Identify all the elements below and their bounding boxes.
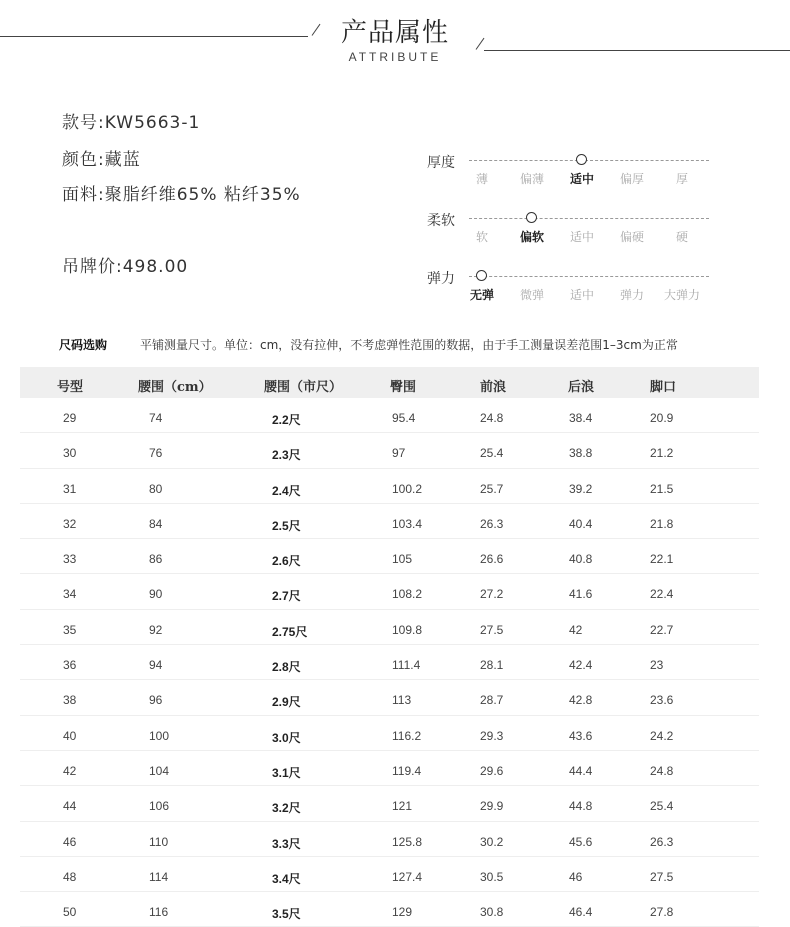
cell-back-rise: 44.8	[569, 799, 593, 814]
cell-back-rise: 45.6	[569, 834, 593, 849]
table-body	[20, 398, 759, 927]
cell-waist-chi: 2.5尺	[272, 518, 301, 533]
cell-back-rise: 39.2	[569, 481, 593, 496]
cell-waist-cm: 106	[149, 799, 170, 814]
cell-back-rise: 40.8	[569, 552, 593, 567]
cell-front-rise: 25.4	[480, 446, 504, 461]
cell-hip: 127.4	[392, 869, 423, 884]
table-row	[20, 433, 759, 468]
table-row	[20, 857, 759, 892]
cell-waist-cm: 74	[149, 411, 163, 425]
cell-waist-cm: 80	[149, 481, 163, 496]
table-row	[20, 680, 759, 715]
cell-leg-opening: 21.2	[650, 446, 674, 461]
cell-hip: 97	[392, 446, 406, 461]
table-row	[20, 574, 759, 609]
cell-waist-cm: 110	[149, 834, 169, 849]
cell-back-rise: 46	[569, 869, 583, 884]
cell-waist-chi: 2.75尺	[272, 624, 308, 639]
gauge-name: 弹力	[427, 271, 455, 287]
gauge-label: 适中	[569, 172, 594, 186]
cell-back-rise: 38.4	[569, 411, 593, 425]
cell-front-rise: 28.7	[480, 693, 504, 708]
gauge-line	[469, 276, 709, 277]
cell-size: 42	[63, 763, 77, 778]
cell-size: 30	[63, 446, 77, 461]
cell-waist-cm: 116	[149, 905, 169, 920]
size-table	[20, 367, 759, 927]
cell-back-rise: 44.4	[569, 763, 593, 778]
cell-waist-chi: 2.4尺	[272, 483, 301, 498]
table-row	[20, 751, 759, 786]
cell-hip: 125.8	[392, 834, 423, 849]
cell-front-rise: 30.8	[480, 905, 504, 920]
cell-leg-opening: 26.3	[650, 834, 674, 849]
gauge-label: 大弹力	[663, 288, 700, 302]
gauge-indicator-icon	[476, 270, 487, 281]
cell-leg-opening: 23.6	[650, 693, 674, 708]
table-row	[20, 504, 759, 539]
cell-leg-opening: 24.8	[650, 763, 674, 778]
table-row	[20, 398, 759, 433]
size-guide-title: 尺码选购	[59, 338, 108, 352]
cell-front-rise: 27.2	[480, 587, 504, 602]
cell-size: 40	[63, 728, 77, 743]
cell-waist-chi: 2.6尺	[272, 554, 301, 569]
cell-size: 34	[63, 587, 77, 602]
cell-front-rise: 25.7	[480, 481, 504, 496]
cell-waist-chi: 2.9尺	[272, 695, 301, 710]
cell-waist-chi: 2.3尺	[272, 448, 301, 463]
header-slash-left	[312, 24, 321, 36]
cell-waist-chi: 3.4尺	[272, 871, 301, 886]
cell-leg-opening: 27.5	[650, 869, 674, 884]
cell-size: 46	[63, 834, 77, 849]
table-row	[20, 822, 759, 857]
header-waist-cm: 腰围（cm）	[138, 380, 212, 395]
cell-waist-cm: 94	[149, 658, 163, 673]
cell-waist-cm: 90	[149, 587, 163, 602]
cell-hip: 111.4	[392, 658, 421, 673]
gauge-label: 偏软	[519, 230, 544, 244]
gauge-softness	[427, 210, 717, 250]
cell-waist-cm: 114	[149, 869, 169, 884]
cell-size: 36	[63, 658, 77, 673]
gauge-label: 软	[475, 230, 488, 244]
gauge-name: 柔软	[427, 213, 455, 229]
cell-hip: 95.4	[392, 411, 416, 425]
gauge-label: 弹力	[619, 288, 644, 302]
cell-waist-chi: 2.7尺	[272, 589, 301, 604]
cell-leg-opening: 21.5	[650, 481, 674, 496]
size-guide-note: 平铺测量尺寸。单位：cm，没有拉伸，不考虑弹性范围的数据，由于手工测量误差范围1–3cm为正常	[140, 338, 678, 352]
cell-leg-opening: 25.4	[650, 799, 674, 814]
gauge-indicator-icon	[576, 154, 587, 165]
cell-back-rise: 38.8	[569, 446, 593, 461]
cell-waist-cm: 100	[149, 728, 170, 743]
header-front-rise: 前浪	[480, 380, 507, 395]
cell-size: 50	[63, 905, 77, 920]
table-header	[20, 367, 759, 398]
style-number: 款号:KW5663-1	[62, 113, 201, 133]
header-rule-left	[0, 36, 308, 37]
fabric-info: 面料:聚脂纤维65% 粘纤35%	[62, 185, 301, 205]
cell-leg-opening: 27.8	[650, 905, 674, 920]
cell-waist-cm: 84	[149, 516, 163, 531]
cell-front-rise: 26.3	[480, 516, 504, 531]
cell-back-rise: 41.6	[569, 587, 593, 602]
cell-front-rise: 30.5	[480, 869, 504, 884]
page-title: 产品属性	[340, 18, 449, 48]
gauge-label: 无弹	[469, 288, 494, 302]
cell-leg-opening: 22.1	[650, 552, 674, 567]
cell-size: 44	[63, 799, 77, 814]
cell-hip: 108.2	[392, 587, 423, 602]
table-row	[20, 539, 759, 574]
cell-hip: 129	[392, 905, 413, 920]
cell-back-rise: 46.4	[569, 905, 593, 920]
gauge-name: 厚度	[427, 155, 455, 171]
cell-waist-cm: 96	[149, 693, 163, 708]
cell-front-rise: 28.1	[480, 658, 504, 673]
cell-waist-cm: 104	[149, 763, 170, 778]
gauge-line	[469, 218, 709, 219]
gauge-label: 偏厚	[619, 172, 644, 186]
table-row	[20, 469, 759, 504]
color-info: 颜色:藏蓝	[62, 150, 141, 170]
table-row	[20, 645, 759, 680]
page-subtitle: ATTRIBUTE	[348, 50, 442, 64]
cell-size: 32	[63, 516, 77, 531]
cell-waist-cm: 86	[149, 552, 163, 567]
header-waist-chi: 腰围（市尺）	[264, 380, 343, 395]
cell-back-rise: 42.4	[569, 658, 593, 673]
cell-leg-opening: 22.7	[650, 622, 674, 637]
cell-waist-chi: 3.5尺	[272, 907, 301, 922]
gauge-indicator-icon	[526, 212, 537, 223]
cell-front-rise: 30.2	[480, 834, 504, 849]
gauge-line	[469, 160, 709, 161]
cell-back-rise: 43.6	[569, 728, 593, 743]
cell-size: 48	[63, 869, 77, 884]
gauge-label: 偏硬	[619, 230, 644, 244]
gauge-label: 厚	[675, 172, 688, 186]
cell-hip: 113	[392, 693, 412, 708]
cell-waist-chi: 3.0尺	[272, 730, 301, 745]
cell-waist-chi: 3.2尺	[272, 801, 301, 816]
cell-hip: 121	[392, 799, 413, 814]
header-rule-right	[484, 50, 790, 51]
cell-back-rise: 42.8	[569, 693, 593, 708]
header-leg-opening: 脚口	[650, 380, 677, 395]
cell-size: 38	[63, 693, 77, 708]
cell-size: 31	[63, 481, 77, 496]
cell-waist-cm: 92	[149, 622, 163, 637]
cell-front-rise: 24.8	[480, 411, 504, 425]
cell-front-rise: 29.9	[480, 799, 504, 814]
cell-hip: 116.2	[392, 728, 422, 743]
header-back-rise: 后浪	[568, 380, 595, 395]
gauge-label: 微弹	[519, 288, 544, 302]
cell-waist-chi: 3.1尺	[272, 765, 301, 780]
gauge-thickness	[427, 152, 717, 192]
header-slash-right	[476, 38, 485, 50]
cell-leg-opening: 23	[650, 658, 664, 673]
table-row	[20, 716, 759, 751]
cell-hip: 100.2	[392, 481, 423, 496]
cell-hip: 109.8	[392, 622, 423, 637]
cell-leg-opening: 24.2	[650, 728, 674, 743]
gauge-elasticity	[427, 268, 717, 308]
attribute-header	[0, 0, 790, 80]
table-row	[20, 610, 759, 645]
cell-waist-chi: 3.3尺	[272, 836, 301, 851]
cell-size: 35	[63, 622, 77, 637]
cell-front-rise: 27.5	[480, 622, 504, 637]
cell-size: 33	[63, 552, 77, 567]
gauge-label: 偏薄	[519, 172, 544, 186]
cell-back-rise: 40.4	[569, 516, 593, 531]
cell-hip: 105	[392, 552, 413, 567]
tag-price: 吊牌价:498.00	[62, 257, 189, 277]
cell-waist-chi: 2.2尺	[272, 413, 301, 427]
cell-back-rise: 42	[569, 622, 583, 637]
gauge-label: 薄	[475, 172, 488, 186]
header-size: 号型	[57, 380, 84, 395]
cell-leg-opening: 21.8	[650, 516, 674, 531]
cell-hip: 103.4	[392, 516, 423, 531]
gauge-label: 适中	[569, 230, 594, 244]
table-row	[20, 786, 759, 821]
cell-waist-chi: 2.8尺	[272, 660, 301, 675]
cell-waist-cm: 76	[149, 446, 163, 461]
gauge-label: 硬	[675, 230, 688, 244]
gauge-label: 适中	[569, 288, 594, 302]
cell-front-rise: 29.6	[480, 763, 504, 778]
cell-hip: 119.4	[392, 763, 422, 778]
cell-front-rise: 29.3	[480, 728, 504, 743]
cell-size: 29	[63, 411, 77, 425]
cell-leg-opening: 22.4	[650, 587, 674, 602]
header-hip: 臀围	[390, 380, 417, 395]
cell-front-rise: 26.6	[480, 552, 504, 567]
cell-leg-opening: 20.9	[650, 411, 674, 425]
